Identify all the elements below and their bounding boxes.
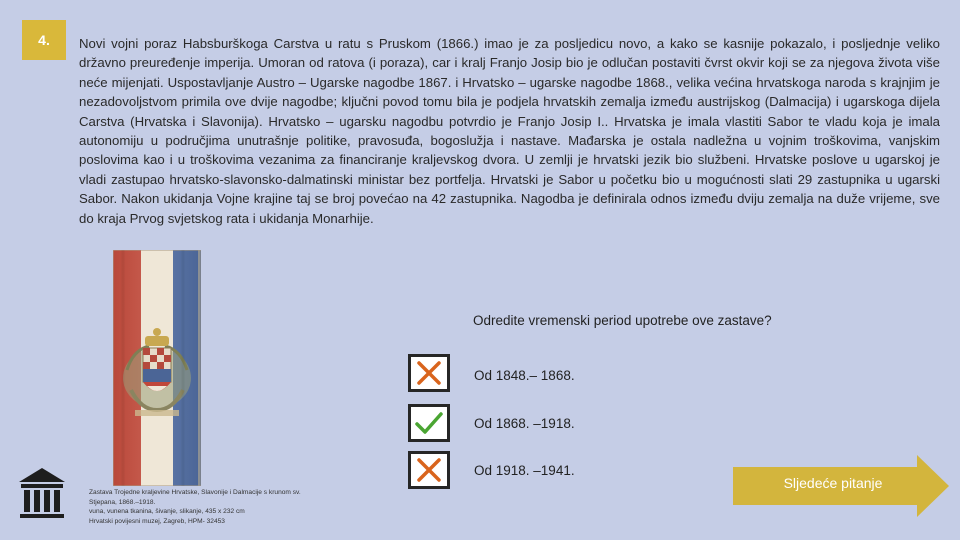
option-1-label[interactable]: Od 1848.– 1868. [474, 368, 575, 383]
caption-line: vuna, vunena tkanina, šivanje, slikanje, 435 x 232 cm [89, 508, 245, 515]
next-question-button[interactable] [733, 455, 949, 517]
image-caption [89, 488, 389, 526]
x-icon [416, 360, 442, 386]
caption-line: Zastava Trojedne kraljevine Hrvatske, Slavonije i Dalmacije s krunom sv. [89, 489, 301, 496]
slide-body-text: Novi vojni poraz Habsburškoga Carstva u ratu s Pruskom (1866.) imao je za posljedicu novo, a kako se kasnije pokazalo, i posljednje veliko državno preuređenje imperija. Umoran od ratova (i poraza), car i kralj Franjo Josip bio je odlučan postaviti čvrst okvir koji se za njegova života više neće mijenjati. Uspostavljanje Austro – Ugarske nagodbe 1867. i Hrvatsko – ugarske nagodbe 1868., velika većina hrvatskoga naroda s krajnjim je nezadovoljstvom primila ove dvije nagodbe; ključni povod tomu bila je podjela hrvatskih zemalja između austrijskog (Dalmacija) i ugarskoga dijela Carstva (Hrvatska i Slavonija). Hrvatsko – ugarsku nagodbu potvrdio je Franjo Josip I.. Hrvatska je imala vlastiti Sabor te vladu koja je imala autonomiju u područjima unutrašnje politike, pravosuđa, bogoslužja i nastave. Mađarska je ostala nadležna u vojnim troškovima, vanjskim poslovima kao i u troškovima vezanima za financiranje kraljevskog dvora. U zemlji je hrvatski jezik bio službeni. Hrvatske poslove u ugarskoj je vladi zastupao hrvatsko-slavonsko-dalmatinski ministar bez portfelja. Hrvatski je Sabor u početku bio u mogućnosti slati 29 zastupnika u ugarski Sabor. Nakon ukidanja Vojne krajine taj se broj povećao na 42 zastupnika. Nagodba je definirala odnos između dviju zemalja na duže vrijeme, sve do kraja Prvog svjetskog rata i ukidanja Monarhije. [79, 36, 940, 226]
option-3-label[interactable]: Od 1918. –1941. [474, 463, 575, 478]
next-question-label: Sljedeće pitanje [783, 475, 883, 491]
option-3-mark-button[interactable] [408, 451, 450, 489]
option-2-label[interactable]: Od 1868. –1918. [474, 416, 575, 431]
option-2-mark-button[interactable] [408, 404, 450, 442]
option-1-mark-button[interactable] [408, 354, 450, 392]
caption-line: Hrvatski povijesni muzej, Zagreb, HPM- 32453 [89, 517, 225, 525]
check-icon [414, 411, 444, 435]
quiz-question: Odredite vremenski period upotrebe ove zastave? [473, 313, 772, 328]
museum-icon[interactable] [17, 466, 67, 522]
slide-number-badge: 4. [22, 20, 66, 60]
caption-line: Stjepana, 1868.–1918. [89, 498, 156, 506]
flag-image [113, 250, 201, 486]
x-icon [416, 457, 442, 483]
